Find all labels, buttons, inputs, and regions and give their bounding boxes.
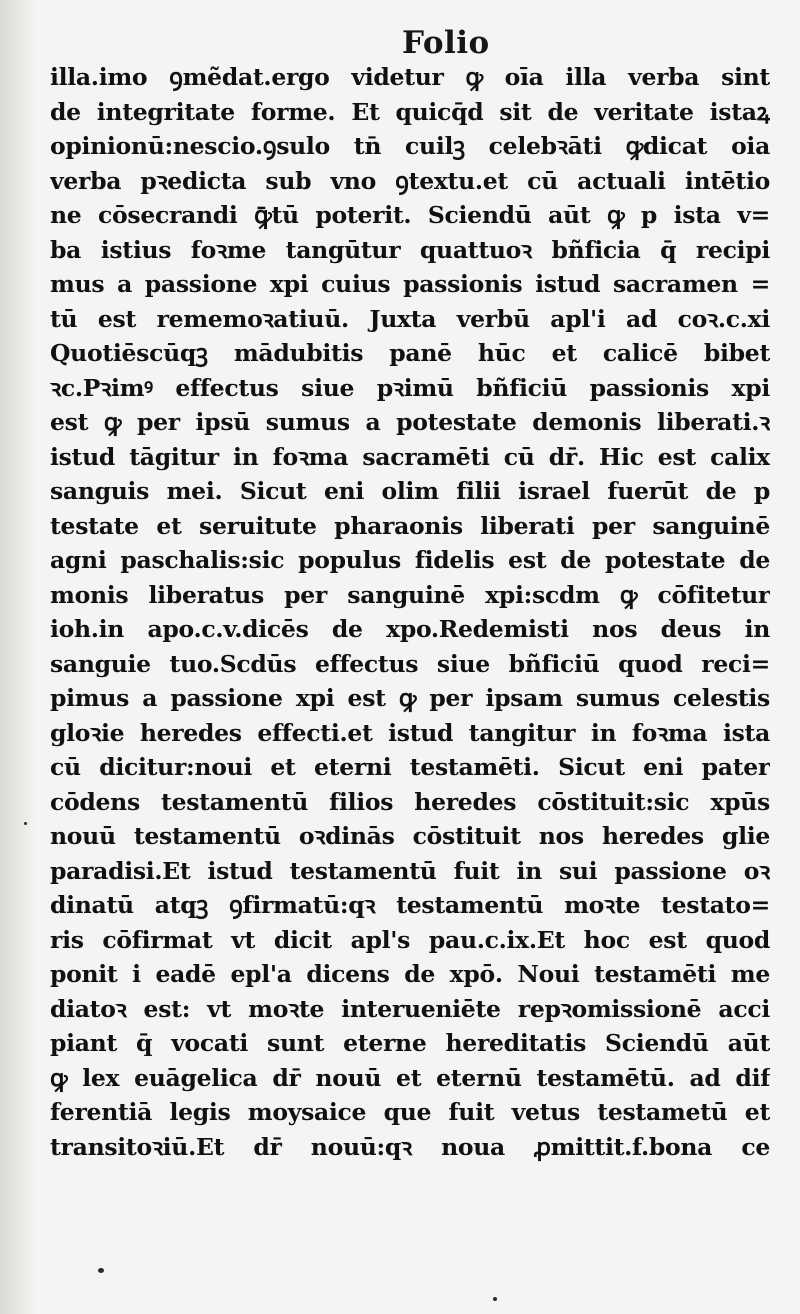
text-line: ponit i eadē epl'a dicens de xpō. Noui testamēti me: [50, 960, 770, 988]
text-line: nouū testamentū oꝛdinās cōstituit nos heredes glie: [50, 822, 770, 850]
text-line: sanguie tuo.Scdūs effectus siue bñficiū quod reci=: [50, 649, 770, 678]
text-line: dinatū atqꝫ ꝯfirmatū:qꝛ testamentū moꝛte testato=: [50, 891, 770, 919]
text-line: ꝙ lex euāgelica dr̄ nouū et eternū testamētū. ad dif: [50, 1063, 770, 1092]
text-line: piant q̄ vocati sunt eterne hereditatis Sciendū aūt: [50, 1029, 770, 1057]
text-line: ne cōsecrandi ꝙ̄tū poterit. Sciendū aūt ꝙ p ista v=: [50, 201, 770, 229]
text-line: gloꝛie heredes effecti.et istud tangitur in foꝛma ista: [50, 718, 770, 747]
ink-speck: [98, 1268, 104, 1273]
text-line: ba istius foꝛme tangūtur quattuoꝛ bñficia q̄ recipi: [50, 235, 770, 264]
text-line: agni paschalis:sic populus fidelis est de potestate de: [50, 546, 770, 574]
text-line: cū dicitur:noui et eterni testamēti. Sicut eni pater: [50, 753, 770, 781]
text-line: opinionū:nescio.ꝯsulo tn̄ cuilꝫ celebꝛāti ꝙdicat oia: [50, 132, 770, 160]
text-line: est ꝙ per ipsū sumus a potestate demonis liberati.ꝛ: [50, 408, 770, 436]
text-line: paradisi.Et istud testamentū fuit in sui passione oꝛ: [50, 856, 770, 885]
text-line: istud tāgitur in foꝛma sacramēti cū dr̄. Hic est calix: [50, 442, 770, 471]
text-line: verba pꝛedicta sub vno ꝯtextu.et cū actuali intētio: [50, 166, 770, 195]
text-line: pimus a passione xpi est ꝙ per ipsam sumus celestis: [50, 684, 770, 712]
text-line: monis liberatus per sanguinē xpi:scdm ꝙ cōfitetur: [50, 580, 770, 609]
text-line: transitoꝛiū.Et dr̄ nouū:qꝛ noua ꝓmittit.f.bona ce: [50, 1132, 770, 1161]
text-line: mus a passione xpi cuius passionis istud sacramen =: [50, 270, 770, 298]
page-binding-shadow: [0, 0, 36, 1314]
text-line: cōdens testamentū filios heredes cōstituit:sic xpūs: [50, 787, 770, 816]
folio-header: Folio: [402, 25, 490, 61]
text-line: ris cōfirmat vt dicit apl's pau.c.ix.Et hoc est quod: [50, 925, 770, 954]
ink-speck: [24, 822, 27, 825]
text-line: ꝛc.Pꝛimꝰ effectus siue pꝛimū bñficiū passionis xpi: [50, 373, 770, 402]
text-line: diatoꝛ est: vt moꝛte interueniēte repꝛomissionē acci: [50, 994, 770, 1023]
text-line: Quotiēscūqꝫ mādubitis panē hūc et calicē bibet: [50, 339, 770, 367]
text-line: sanguis mei. Sicut eni olim filii israel fuerūt de p: [50, 477, 770, 505]
text-line: de integritate forme. Et quicq̄d sit de veritate istaꝝ: [50, 97, 770, 126]
text-line: testate et seruitute pharaonis liberati per sanguinē: [50, 511, 770, 540]
text-line: tū est rememoꝛatiuū. Juxta verbū apl'i ad coꝛ.c.xi: [50, 304, 770, 333]
text-line: illa.imo ꝯmẽdat.ergo videtur ꝙ oīa illa verba sint: [50, 63, 770, 91]
text-line: ioh.in apo.c.v.dicēs de xpo.Redemisti nos deus in: [50, 615, 770, 643]
body-text: [50, 60, 770, 1164]
text-line: ferentiā legis moysaice que fuit vetus testametū et: [50, 1098, 770, 1126]
ink-speck: [493, 1297, 497, 1301]
